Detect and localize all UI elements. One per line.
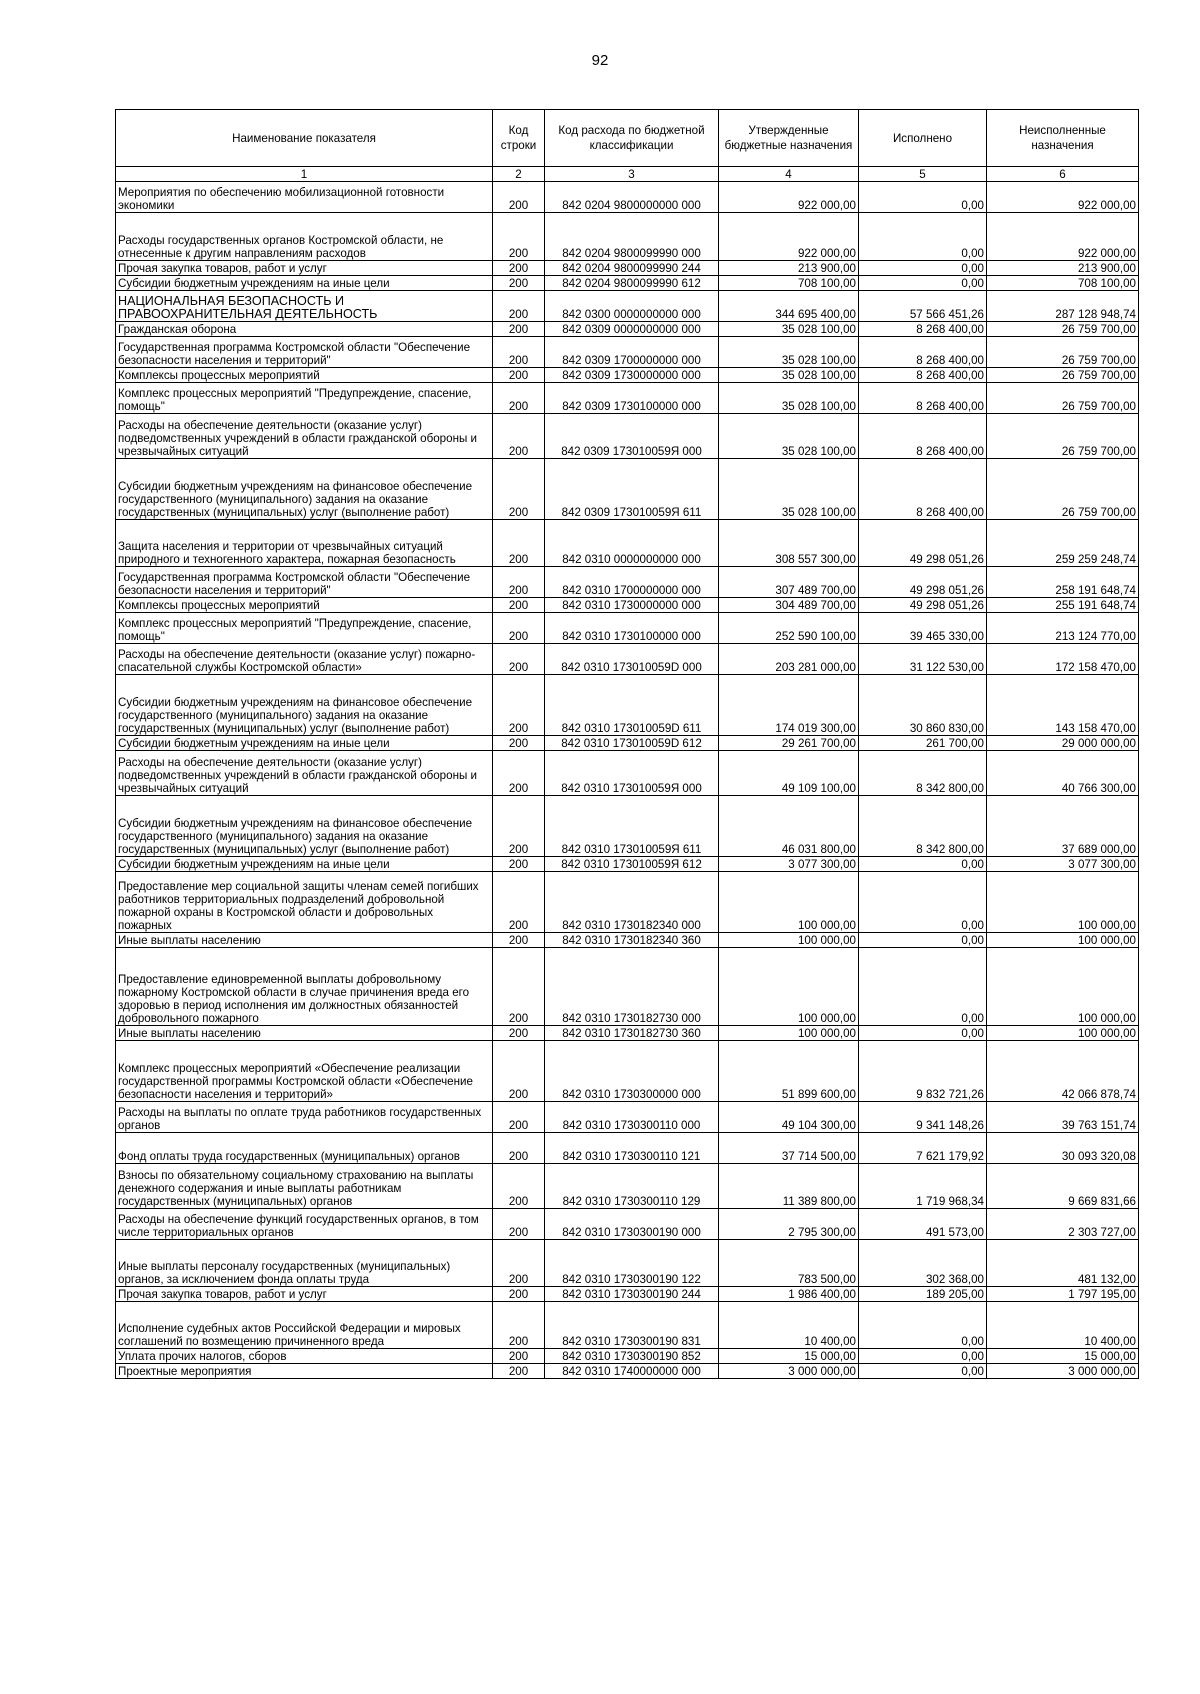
classification-code-cell: 842 0310 1730300190 122: [545, 1240, 719, 1287]
executed-amount-cell: 8 268 400,00: [859, 322, 987, 337]
classification-code-cell: 842 0310 173010059D 611: [545, 675, 719, 736]
approved-amount-cell: 203 281 000,00: [719, 644, 859, 675]
executed-amount-cell: 49 298 051,26: [859, 520, 987, 567]
column-number: 6: [987, 167, 1139, 182]
approved-amount-cell: 213 900,00: [719, 261, 859, 276]
line-code-cell: 200: [493, 644, 545, 675]
table-header-row: [116, 110, 1139, 167]
classification-code-cell: 842 0310 1730300110 129: [545, 1164, 719, 1209]
table-row: [116, 383, 1139, 414]
unexecuted-amount-cell: 258 191 648,74: [987, 567, 1139, 598]
classification-code-cell: 842 0310 1730000000 000: [545, 598, 719, 613]
line-code-cell: 200: [493, 276, 545, 291]
classification-code-cell: 842 0309 0000000000 000: [545, 322, 719, 337]
line-code-cell: 200: [493, 213, 545, 261]
indicator-name-cell: Иные выплаты населению: [116, 1026, 493, 1041]
unexecuted-amount-cell: 213 900,00: [987, 261, 1139, 276]
indicator-name-cell: Субсидии бюджетным учреждениям на иные цели: [116, 276, 493, 291]
unexecuted-amount-cell: 3 077 300,00: [987, 857, 1139, 872]
classification-code-cell: 842 0310 1730182340 360: [545, 933, 719, 948]
line-code-cell: 200: [493, 1209, 545, 1240]
executed-amount-cell: 8 268 400,00: [859, 368, 987, 383]
classification-code-cell: 842 0309 173010059Я 611: [545, 459, 719, 520]
table-row: [116, 736, 1139, 751]
table-row: [116, 1302, 1139, 1349]
classification-code-cell: 842 0309 1730100000 000: [545, 383, 719, 414]
line-code-cell: 200: [493, 675, 545, 736]
approved-amount-cell: 100 000,00: [719, 1026, 859, 1041]
approved-amount-cell: 922 000,00: [719, 182, 859, 213]
line-code-cell: 200: [493, 933, 545, 948]
line-code-cell: 200: [493, 337, 545, 368]
classification-code-cell: 842 0310 173010059D 000: [545, 644, 719, 675]
executed-amount-cell: 9 832 721,26: [859, 1041, 987, 1102]
budget-execution-table: [115, 109, 1139, 1379]
approved-amount-cell: 49 104 300,00: [719, 1102, 859, 1133]
executed-amount-cell: 8 268 400,00: [859, 337, 987, 368]
classification-code-cell: 842 0300 0000000000 000: [545, 291, 719, 322]
executed-amount-cell: 0,00: [859, 1349, 987, 1364]
indicator-name-cell: Предоставление единовременной выплаты добровольному пожарному Костромской области в случае причинения вреда его здоровью в период исполнения им должностных обязанностей добровольного пожарного: [116, 948, 493, 1026]
indicator-name-cell: Расходы на обеспечение функций государственных органов, в том числе территориальных органов: [116, 1209, 493, 1240]
line-code-cell: 200: [493, 1102, 545, 1133]
table-row: [116, 613, 1139, 644]
indicator-name-cell: Государственная программа Костромской области "Обеспечение безопасности населения и территорий": [116, 567, 493, 598]
table-row: [116, 1164, 1139, 1209]
unexecuted-amount-cell: 1 797 195,00: [987, 1287, 1139, 1302]
executed-amount-cell: 0,00: [859, 1364, 987, 1379]
executed-amount-cell: 7 621 179,92: [859, 1133, 987, 1164]
classification-code-cell: 842 0204 9800099990 000: [545, 213, 719, 261]
approved-amount-cell: 783 500,00: [719, 1240, 859, 1287]
line-code-cell: 200: [493, 520, 545, 567]
indicator-name-cell: Расходы на обеспечение деятельности (оказание услуг) подведомственных учреждений в области гражданской обороны и чрезвычайных ситуаций: [116, 414, 493, 459]
line-code-cell: 200: [493, 368, 545, 383]
unexecuted-amount-cell: 30 093 320,08: [987, 1133, 1139, 1164]
approved-amount-cell: 922 000,00: [719, 213, 859, 261]
unexecuted-amount-cell: 2 303 727,00: [987, 1209, 1139, 1240]
indicator-name-cell: Субсидии бюджетным учреждениям на финансовое обеспечение государственного (муниципального) задания на оказание государственных (муниципальных) услуг (выполнение работ): [116, 675, 493, 736]
approved-amount-cell: 344 695 400,00: [719, 291, 859, 322]
table-row: [116, 675, 1139, 736]
approved-amount-cell: 100 000,00: [719, 948, 859, 1026]
table-row: [116, 872, 1139, 933]
approved-amount-cell: 307 489 700,00: [719, 567, 859, 598]
classification-code-cell: 842 0310 1730300190 852: [545, 1349, 719, 1364]
unexecuted-amount-cell: 39 763 151,74: [987, 1102, 1139, 1133]
indicator-name-cell: Мероприятия по обеспечению мобилизационной готовности экономики: [116, 182, 493, 213]
indicator-name-cell: НАЦИОНАЛЬНАЯ БЕЗОПАСНОСТЬ И ПРАВООХРАНИТЕЛЬНАЯ ДЕЯТЕЛЬНОСТЬ: [116, 291, 493, 322]
executed-amount-cell: 9 341 148,26: [859, 1102, 987, 1133]
table-row: [116, 1026, 1139, 1041]
line-code-cell: 200: [493, 796, 545, 857]
table-row: [116, 182, 1139, 213]
table-row: [116, 1349, 1139, 1364]
approved-amount-cell: 35 028 100,00: [719, 414, 859, 459]
indicator-name-cell: Уплата прочих налогов, сборов: [116, 1349, 493, 1364]
unexecuted-amount-cell: 100 000,00: [987, 933, 1139, 948]
executed-amount-cell: 189 205,00: [859, 1287, 987, 1302]
executed-amount-cell: 49 298 051,26: [859, 598, 987, 613]
executed-amount-cell: 0,00: [859, 261, 987, 276]
line-code-cell: 200: [493, 383, 545, 414]
classification-code-cell: 842 0310 173010059Я 612: [545, 857, 719, 872]
approved-amount-cell: 46 031 800,00: [719, 796, 859, 857]
table-row: [116, 857, 1139, 872]
approved-amount-cell: 37 714 500,00: [719, 1133, 859, 1164]
approved-amount-cell: 35 028 100,00: [719, 337, 859, 368]
line-code-cell: 200: [493, 1240, 545, 1287]
approved-amount-cell: 10 400,00: [719, 1302, 859, 1349]
unexecuted-amount-cell: 40 766 300,00: [987, 751, 1139, 796]
table-row: [116, 1287, 1139, 1302]
line-code-cell: 200: [493, 322, 545, 337]
table-row: [116, 948, 1139, 1026]
unexecuted-amount-cell: 26 759 700,00: [987, 414, 1139, 459]
line-code-cell: 200: [493, 261, 545, 276]
line-code-cell: 200: [493, 182, 545, 213]
header-unexecuted: Неисполненные назначения: [987, 110, 1139, 167]
table-row: [116, 276, 1139, 291]
unexecuted-amount-cell: 3 000 000,00: [987, 1364, 1139, 1379]
unexecuted-amount-cell: 10 400,00: [987, 1302, 1139, 1349]
line-code-cell: 200: [493, 567, 545, 598]
executed-amount-cell: 8 268 400,00: [859, 459, 987, 520]
indicator-name-cell: Иные выплаты персоналу государственных (муниципальных) органов, за исключением фонда оплаты труда: [116, 1240, 493, 1287]
indicator-name-cell: Расходы государственных органов Костромской области, не отнесенные к другим направлениям расходов: [116, 213, 493, 261]
table-row: [116, 520, 1139, 567]
unexecuted-amount-cell: 213 124 770,00: [987, 613, 1139, 644]
line-code-cell: 200: [493, 1133, 545, 1164]
column-number: 5: [859, 167, 987, 182]
table-row: [116, 291, 1139, 322]
table-row: [116, 1133, 1139, 1164]
table-row: [116, 368, 1139, 383]
classification-code-cell: 842 0204 9800099990 612: [545, 276, 719, 291]
classification-code-cell: 842 0310 1730100000 000: [545, 613, 719, 644]
approved-amount-cell: 49 109 100,00: [719, 751, 859, 796]
table-row: [116, 1364, 1139, 1379]
executed-amount-cell: 31 122 530,00: [859, 644, 987, 675]
line-code-cell: 200: [493, 1302, 545, 1349]
table-body: [116, 182, 1139, 1379]
header-indicator-name: Наименование показателя: [116, 110, 493, 167]
header-classification-code: Код расхода по бюджетной классификации: [545, 110, 719, 167]
unexecuted-amount-cell: 26 759 700,00: [987, 459, 1139, 520]
approved-amount-cell: 100 000,00: [719, 933, 859, 948]
line-code-cell: 200: [493, 1026, 545, 1041]
indicator-name-cell: Иные выплаты населению: [116, 933, 493, 948]
classification-code-cell: 842 0310 1730182730 360: [545, 1026, 719, 1041]
unexecuted-amount-cell: 255 191 648,74: [987, 598, 1139, 613]
unexecuted-amount-cell: 26 759 700,00: [987, 322, 1139, 337]
unexecuted-amount-cell: 42 066 878,74: [987, 1041, 1139, 1102]
line-code-cell: 200: [493, 598, 545, 613]
classification-code-cell: 842 0309 1700000000 000: [545, 337, 719, 368]
table-row: [116, 1102, 1139, 1133]
classification-code-cell: 842 0310 1730300190 000: [545, 1209, 719, 1240]
classification-code-cell: 842 0309 173010059Я 000: [545, 414, 719, 459]
line-code-cell: 200: [493, 736, 545, 751]
executed-amount-cell: 49 298 051,26: [859, 567, 987, 598]
column-number: 4: [719, 167, 859, 182]
executed-amount-cell: 0,00: [859, 857, 987, 872]
unexecuted-amount-cell: 481 132,00: [987, 1240, 1139, 1287]
unexecuted-amount-cell: 100 000,00: [987, 872, 1139, 933]
approved-amount-cell: 100 000,00: [719, 872, 859, 933]
header-approved: Утвержденные бюджетные назначения: [719, 110, 859, 167]
indicator-name-cell: Расходы на выплаты по оплате труда работников государственных органов: [116, 1102, 493, 1133]
approved-amount-cell: 2 795 300,00: [719, 1209, 859, 1240]
indicator-name-cell: Расходы на обеспечение деятельности (оказание услуг) подведомственных учреждений в области гражданской обороны и чрезвычайных ситуаций: [116, 751, 493, 796]
indicator-name-cell: Прочая закупка товаров, работ и услуг: [116, 261, 493, 276]
line-code-cell: 200: [493, 1041, 545, 1102]
approved-amount-cell: 174 019 300,00: [719, 675, 859, 736]
classification-code-cell: 842 0310 1730300110 121: [545, 1133, 719, 1164]
approved-amount-cell: 11 389 800,00: [719, 1164, 859, 1209]
executed-amount-cell: 0,00: [859, 1302, 987, 1349]
line-code-cell: 200: [493, 948, 545, 1026]
header-executed: Исполнено: [859, 110, 987, 167]
approved-amount-cell: 35 028 100,00: [719, 459, 859, 520]
executed-amount-cell: 302 368,00: [859, 1240, 987, 1287]
executed-amount-cell: 0,00: [859, 933, 987, 948]
column-number: 1: [116, 167, 493, 182]
executed-amount-cell: 0,00: [859, 213, 987, 261]
column-number: 2: [493, 167, 545, 182]
unexecuted-amount-cell: 100 000,00: [987, 1026, 1139, 1041]
line-code-cell: 200: [493, 857, 545, 872]
indicator-name-cell: Защита населения и территории от чрезвычайных ситуаций природного и техногенного характера, пожарная безопасность: [116, 520, 493, 567]
table-row: [116, 567, 1139, 598]
executed-amount-cell: 261 700,00: [859, 736, 987, 751]
indicator-name-cell: Субсидии бюджетным учреждениям на иные цели: [116, 857, 493, 872]
unexecuted-amount-cell: 26 759 700,00: [987, 368, 1139, 383]
executed-amount-cell: 0,00: [859, 182, 987, 213]
approved-amount-cell: 1 986 400,00: [719, 1287, 859, 1302]
classification-code-cell: 842 0310 173010059Я 611: [545, 796, 719, 857]
table-row: [116, 213, 1139, 261]
executed-amount-cell: 8 268 400,00: [859, 414, 987, 459]
column-numbers-row: [116, 167, 1139, 182]
executed-amount-cell: 8 268 400,00: [859, 383, 987, 414]
approved-amount-cell: 35 028 100,00: [719, 383, 859, 414]
line-code-cell: 200: [493, 751, 545, 796]
line-code-cell: 200: [493, 291, 545, 322]
unexecuted-amount-cell: 922 000,00: [987, 213, 1139, 261]
classification-code-cell: 842 0204 9800099990 244: [545, 261, 719, 276]
indicator-name-cell: Комплекс процессных мероприятий "Предупреждение, спасение, помощь": [116, 613, 493, 644]
executed-amount-cell: 1 719 968,34: [859, 1164, 987, 1209]
unexecuted-amount-cell: 143 158 470,00: [987, 675, 1139, 736]
unexecuted-amount-cell: 26 759 700,00: [987, 383, 1139, 414]
classification-code-cell: 842 0309 1730000000 000: [545, 368, 719, 383]
line-code-cell: 200: [493, 414, 545, 459]
approved-amount-cell: 29 261 700,00: [719, 736, 859, 751]
classification-code-cell: 842 0310 1730300190 831: [545, 1302, 719, 1349]
indicator-name-cell: Субсидии бюджетным учреждениям на финансовое обеспечение государственного (муниципального) задания на оказание государственных (муниципальных) услуг (выполнение работ): [116, 796, 493, 857]
executed-amount-cell: 0,00: [859, 948, 987, 1026]
indicator-name-cell: Гражданская оборона: [116, 322, 493, 337]
classification-code-cell: 842 0204 9800000000 000: [545, 182, 719, 213]
table-row: [116, 1209, 1139, 1240]
executed-amount-cell: 491 573,00: [859, 1209, 987, 1240]
line-code-cell: 200: [493, 459, 545, 520]
unexecuted-amount-cell: 922 000,00: [987, 182, 1139, 213]
unexecuted-amount-cell: 100 000,00: [987, 948, 1139, 1026]
table-row: [116, 796, 1139, 857]
approved-amount-cell: 35 028 100,00: [719, 322, 859, 337]
line-code-cell: 200: [493, 1164, 545, 1209]
approved-amount-cell: 51 899 600,00: [719, 1041, 859, 1102]
approved-amount-cell: 15 000,00: [719, 1349, 859, 1364]
table-row: [116, 322, 1139, 337]
approved-amount-cell: 708 100,00: [719, 276, 859, 291]
approved-amount-cell: 35 028 100,00: [719, 368, 859, 383]
indicator-name-cell: Государственная программа Костромской области "Обеспечение безопасности населения и территорий": [116, 337, 493, 368]
executed-amount-cell: 0,00: [859, 276, 987, 291]
indicator-name-cell: Предоставление мер социальной защиты членам семей погибших работников территориальных подразделений добровольной пожарной охраны в Костромской области и добровольных пожарных: [116, 872, 493, 933]
table-row: [116, 598, 1139, 613]
indicator-name-cell: Комплексы процессных мероприятий: [116, 368, 493, 383]
approved-amount-cell: 3 077 300,00: [719, 857, 859, 872]
classification-code-cell: 842 0310 1730300000 000: [545, 1041, 719, 1102]
unexecuted-amount-cell: 287 128 948,74: [987, 291, 1139, 322]
classification-code-cell: 842 0310 1700000000 000: [545, 567, 719, 598]
approved-amount-cell: 304 489 700,00: [719, 598, 859, 613]
table-row: [116, 337, 1139, 368]
approved-amount-cell: 252 590 100,00: [719, 613, 859, 644]
unexecuted-amount-cell: 9 669 831,66: [987, 1164, 1139, 1209]
executed-amount-cell: 0,00: [859, 1026, 987, 1041]
executed-amount-cell: 8 342 800,00: [859, 796, 987, 857]
approved-amount-cell: 3 000 000,00: [719, 1364, 859, 1379]
indicator-name-cell: Прочая закупка товаров, работ и услуг: [116, 1287, 493, 1302]
indicator-name-cell: Субсидии бюджетным учреждениям на иные цели: [116, 736, 493, 751]
indicator-name-cell: Исполнение судебных актов Российской Федерации и мировых соглашений по возмещению причиненного вреда: [116, 1302, 493, 1349]
indicator-name-cell: Расходы на обеспечение деятельности (оказание услуг) пожарно-спасательной службы Костромской области»: [116, 644, 493, 675]
table-row: [116, 414, 1139, 459]
unexecuted-amount-cell: 708 100,00: [987, 276, 1139, 291]
indicator-name-cell: Взносы по обязательному социальному страхованию на выплаты денежного содержания и иные выплаты работникам государственных (муниципальных) органов: [116, 1164, 493, 1209]
line-code-cell: 200: [493, 613, 545, 644]
unexecuted-amount-cell: 172 158 470,00: [987, 644, 1139, 675]
indicator-name-cell: Комплексы процессных мероприятий: [116, 598, 493, 613]
approved-amount-cell: 308 557 300,00: [719, 520, 859, 567]
classification-code-cell: 842 0310 0000000000 000: [545, 520, 719, 567]
classification-code-cell: 842 0310 1730300190 244: [545, 1287, 719, 1302]
indicator-name-cell: Фонд оплаты труда государственных (муниципальных) органов: [116, 1133, 493, 1164]
classification-code-cell: 842 0310 1730182340 000: [545, 872, 719, 933]
table-row: [116, 644, 1139, 675]
page-number: 92: [591, 52, 609, 69]
table-row: [116, 1240, 1139, 1287]
classification-code-cell: 842 0310 1730300110 000: [545, 1102, 719, 1133]
table-row: [116, 933, 1139, 948]
table-row: [116, 459, 1139, 520]
indicator-name-cell: Проектные мероприятия: [116, 1364, 493, 1379]
unexecuted-amount-cell: 259 259 248,74: [987, 520, 1139, 567]
table-row: [116, 261, 1139, 276]
indicator-name-cell: Комплекс процессных мероприятий "Предупреждение, спасение, помощь": [116, 383, 493, 414]
line-code-cell: 200: [493, 1287, 545, 1302]
line-code-cell: 200: [493, 872, 545, 933]
executed-amount-cell: 8 342 800,00: [859, 751, 987, 796]
indicator-name-cell: Комплекс процессных мероприятий «Обеспечение реализации государственной программы Костромской области «Обеспечение безопасности населения и территорий»: [116, 1041, 493, 1102]
classification-code-cell: 842 0310 173010059D 612: [545, 736, 719, 751]
line-code-cell: 200: [493, 1364, 545, 1379]
column-number: 3: [545, 167, 719, 182]
classification-code-cell: 842 0310 1730182730 000: [545, 948, 719, 1026]
table-row: [116, 751, 1139, 796]
executed-amount-cell: 39 465 330,00: [859, 613, 987, 644]
executed-amount-cell: 0,00: [859, 872, 987, 933]
executed-amount-cell: 30 860 830,00: [859, 675, 987, 736]
line-code-cell: 200: [493, 1349, 545, 1364]
unexecuted-amount-cell: 15 000,00: [987, 1349, 1139, 1364]
classification-code-cell: 842 0310 1740000000 000: [545, 1364, 719, 1379]
header-line-code: Код строки: [493, 110, 545, 167]
indicator-name-cell: Субсидии бюджетным учреждениям на финансовое обеспечение государственного (муниципального) задания на оказание государственных (муниципальных) услуг (выполнение работ): [116, 459, 493, 520]
table-row: [116, 1041, 1139, 1102]
unexecuted-amount-cell: 29 000 000,00: [987, 736, 1139, 751]
unexecuted-amount-cell: 26 759 700,00: [987, 337, 1139, 368]
classification-code-cell: 842 0310 173010059Я 000: [545, 751, 719, 796]
executed-amount-cell: 57 566 451,26: [859, 291, 987, 322]
unexecuted-amount-cell: 37 689 000,00: [987, 796, 1139, 857]
